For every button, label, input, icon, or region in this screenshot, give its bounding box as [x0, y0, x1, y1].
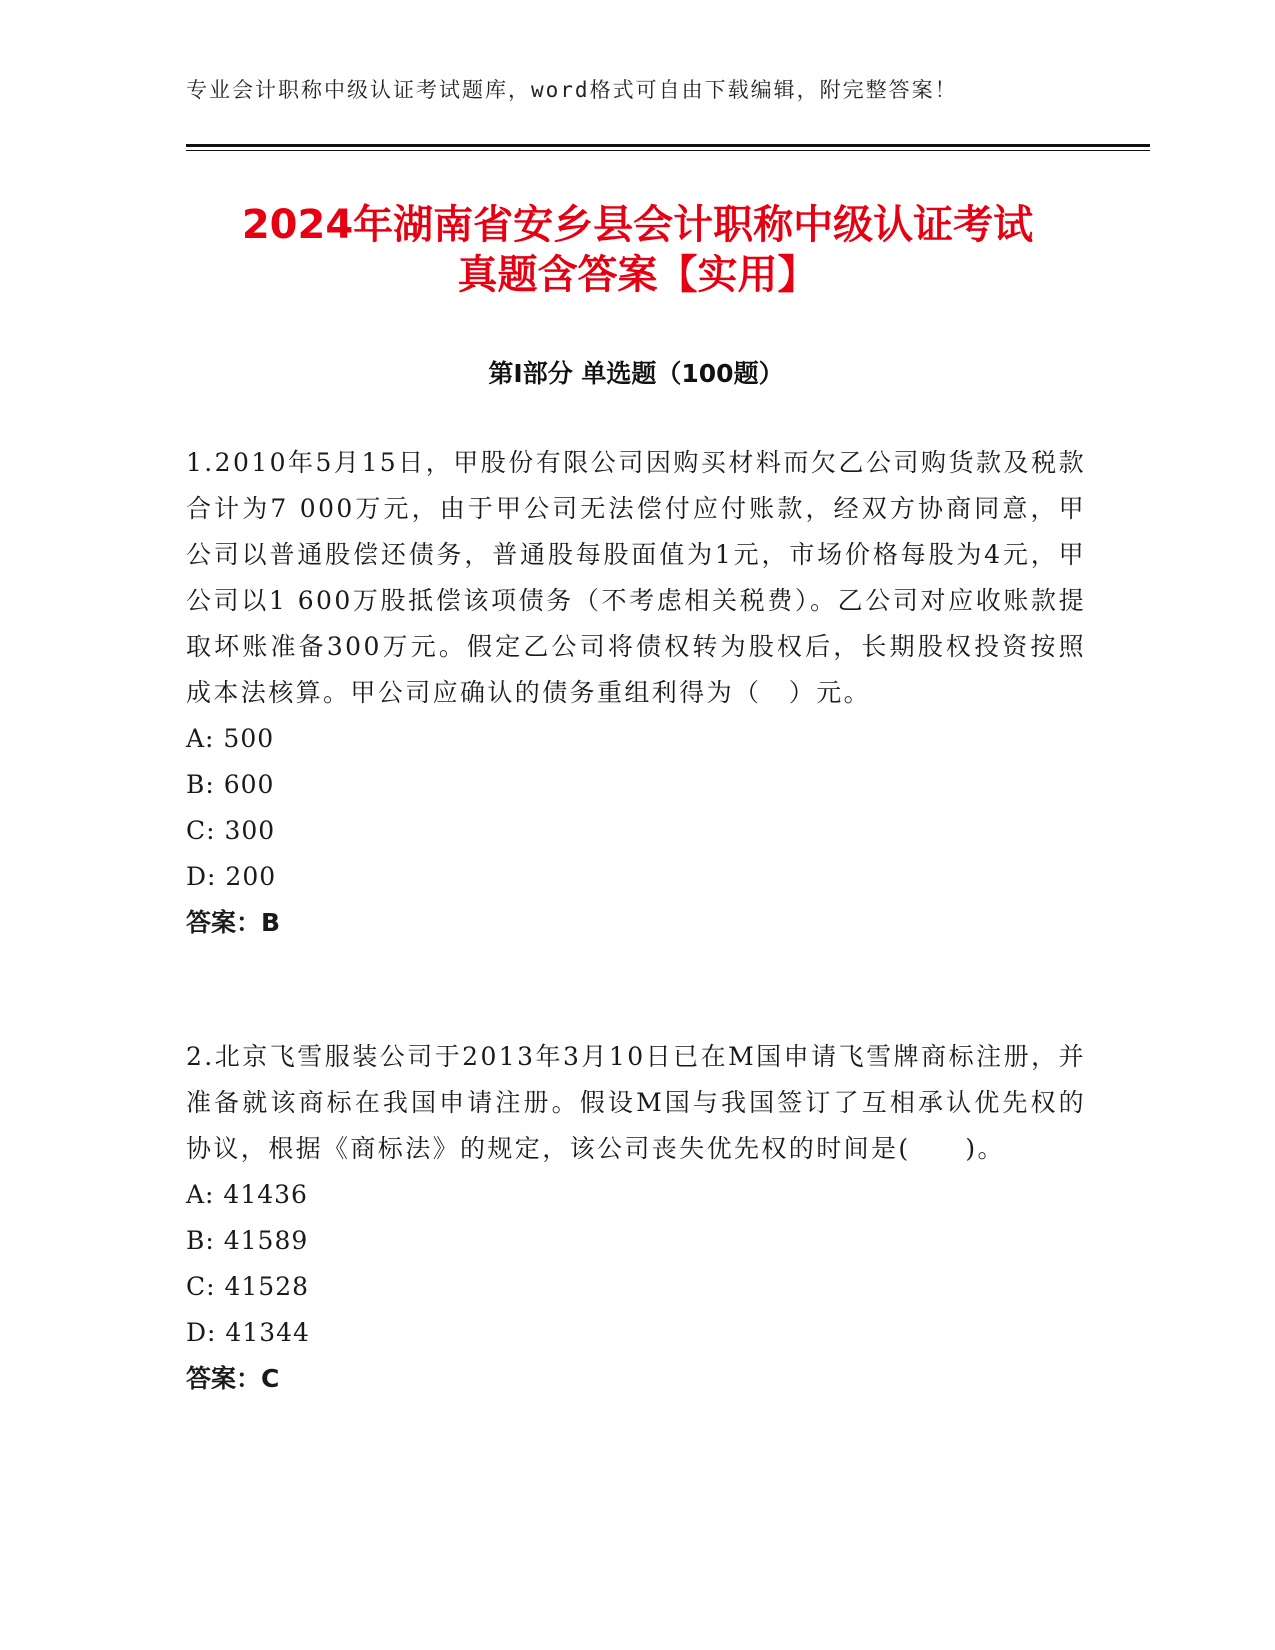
answer-label: 答案：B	[186, 908, 281, 937]
document-title	[150, 200, 1125, 300]
option-c: C: 41528	[186, 1272, 310, 1301]
option-a: A: 41436	[186, 1180, 308, 1209]
option-b: B: 41589	[186, 1226, 309, 1255]
document-title-line-1: 2024年湖南省安乡县会计职称中级认证考试	[241, 202, 1034, 248]
question-stem: 1.2010年5月15日，甲股份有限公司因购买材料而欠乙公司购货款及税款合计为7 000万元，由于甲公司无法偿付应付账款，经双方协商同意，甲公司以普通股偿还债务，普通股每股面值为1元，市场价格每股为4元，甲公司以1 600万股抵偿该项债务（不考虑相关税费）。乙公司对应收账款提取坏账准备300万元。假定乙公司将债权转为股权后，长期股权投资按照成本法核算。甲公司应确认的债务重组利得为（ ）元。	[186, 448, 1086, 707]
header-rule-thin	[186, 150, 1150, 151]
option-d: D: 200	[186, 862, 277, 891]
option-a: A: 500	[186, 724, 275, 753]
option-d: D: 41344	[186, 1318, 310, 1347]
page-header: 专业会计职称中级认证考试题库，word格式可自由下载编辑，附完整答案！	[186, 78, 958, 102]
section-heading: 第Ⅰ部分 单选题（100题）	[488, 359, 784, 388]
question-1	[186, 440, 1086, 946]
answer-label: 答案：C	[186, 1364, 280, 1393]
question-stem: 2.北京飞雪服装公司于2013年3月10日已在M国申请飞雪牌商标注册，并准备就该商标在我国申请注册。假设M国与我国签订了互相承认优先权的协议，根据《商标法》的规定，该公司丧失优先权的时间是( )。	[186, 1042, 1086, 1163]
option-b: B: 600	[186, 770, 275, 799]
document-title-line-2: 真题含答案【实用】	[457, 252, 818, 298]
option-c: C: 300	[186, 816, 276, 845]
header-rule-thick	[186, 144, 1150, 147]
question-2	[186, 1034, 1086, 1402]
